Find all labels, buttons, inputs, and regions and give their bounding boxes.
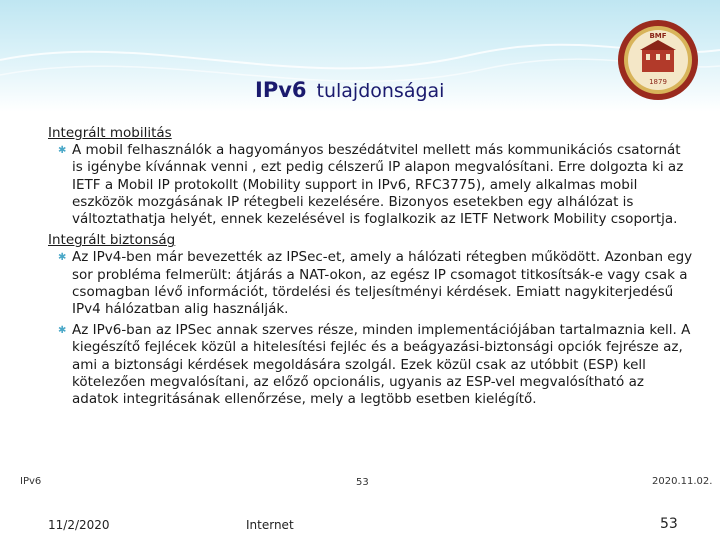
section-heading-security: Integrált biztonság: [48, 232, 176, 249]
university-logo: [616, 18, 700, 102]
footer-date: 11/2/2020: [48, 518, 110, 532]
section-heading-mobility: Integrált mobilitás: [48, 125, 172, 141]
slide-content: [48, 125, 693, 412]
bullet-star-icon: ✱: [58, 145, 67, 157]
svg-text:BMF: BMF: [649, 32, 667, 40]
bullet-item: [48, 249, 693, 318]
footer-left-small: IPv6: [20, 476, 42, 487]
slide-title: [255, 78, 444, 102]
bullet-text: A mobil felhasználók a hagyományos beszédátvitel mellett más kommunikációs csatornát is igénybe kívánnak venni , ezt pedig célszerű IP alapon megvalósítani. Erre dolgozta ki az IETF a Mobil IP protokollt (Mobility support in IPv6, RFC3775), amely alkalmas mobil eszközök mozgásának IP rétegbeli kezelésére. Bizonyos esetekben egy alhálózat is változtathatja helyét, ennek kezelésével is foglalkozik az IETF Network Mobility csoportja.: [72, 142, 684, 228]
bullet-item: [48, 142, 693, 228]
bullet-text: Az IPv4-ben már bevezették az IPSec-et, amely a hálózati rétegben működött. Azonban egy sor probléma felmerült: átjárás a NAT-okon, az egész IP csomagot titkosítsák-e vagy csak a csomagban lévő információt, tördelési és teljesítményi kérdések. Emiatt nagykiterjedésű IPv4 hálózatban alig használják.: [72, 249, 693, 318]
bullet-item: [48, 322, 693, 408]
footer-right-small: 2020.11.02.: [652, 476, 713, 487]
footer-center-small: 53: [356, 477, 369, 488]
footer-page-number: 53: [660, 516, 678, 532]
footer-center: Internet: [246, 518, 294, 532]
bullet-star-icon: ✱: [58, 325, 67, 337]
title-rest: tulajdonságai: [316, 80, 445, 102]
svg-text:1879: 1879: [649, 78, 667, 86]
bullet-text: Az IPv6-ban az IPSec annak szerves része, minden implementációjában tartalmaznia kell. A kiegészítő fejlécek közül a hitelesítési fejléc és a beágyazási-biztonsági opciók fejrésze az, ami a biztonsági kérdések megoldására szolgál. Ezek közül csak az utóbbit (ESP) kell kötelezően megvalósítani, az előző opcionális, ugyanis az ESP-vel megvalósítható az adatok integritásának ellenőrzése, mely a legtöbb esetben kielégítő.: [72, 322, 691, 408]
bullet-star-icon: ✱: [58, 252, 67, 264]
title-main: IPv6: [255, 78, 307, 102]
